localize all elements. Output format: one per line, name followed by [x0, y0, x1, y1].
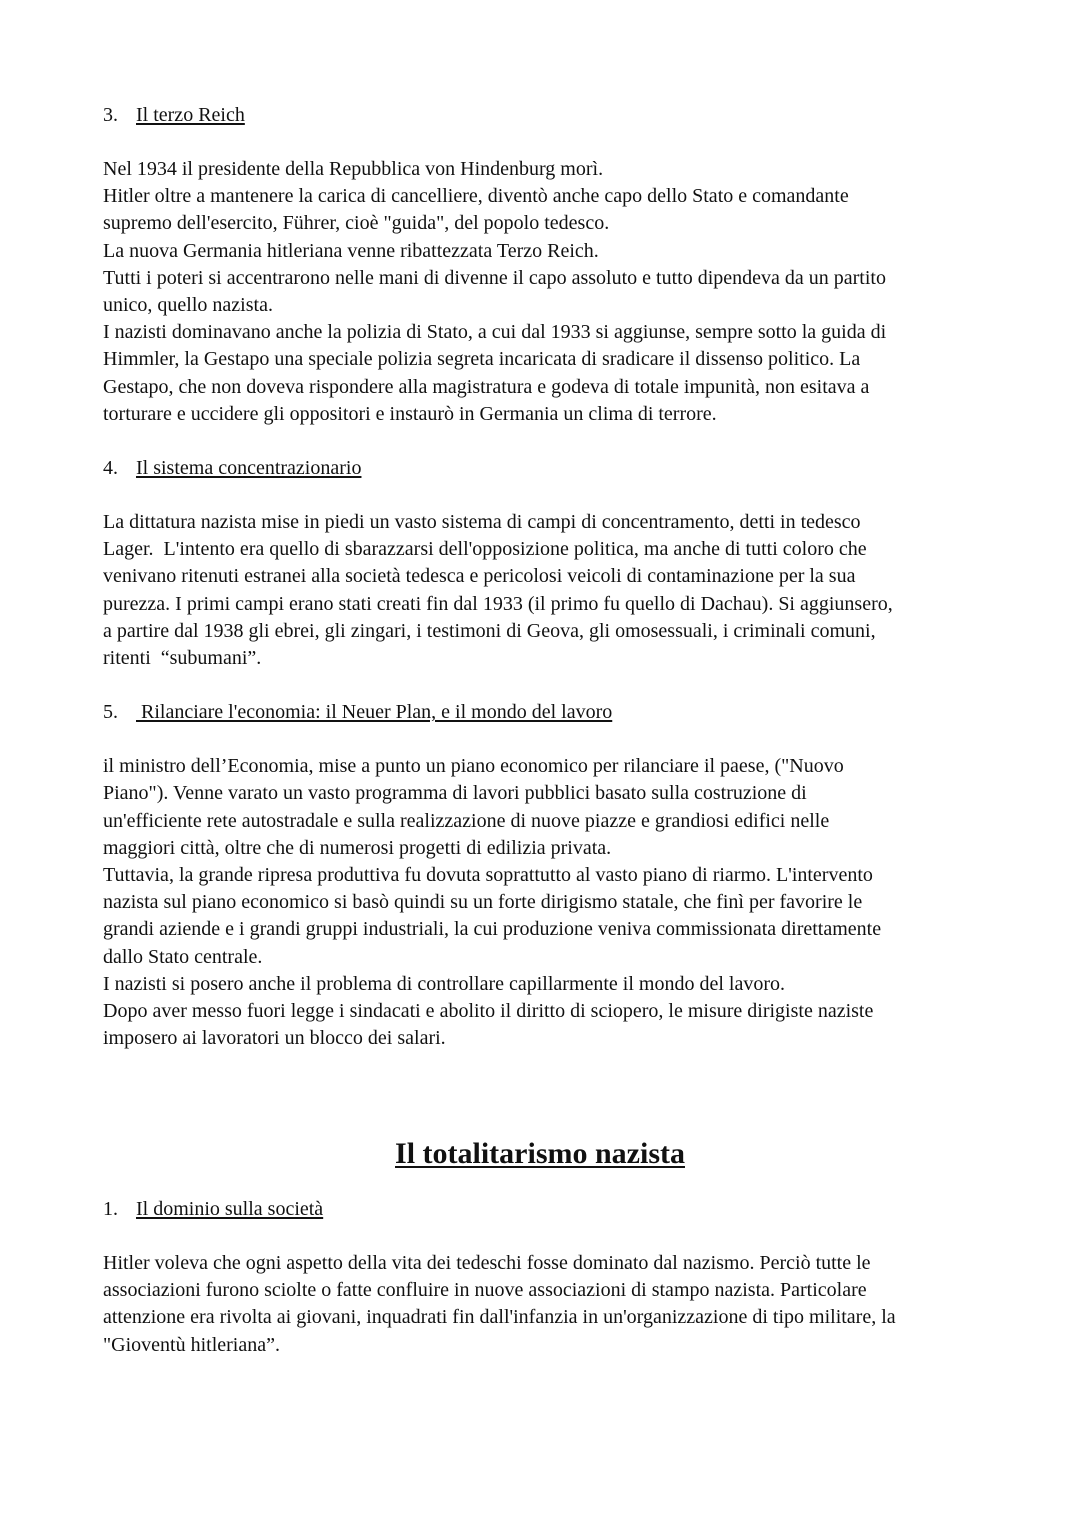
section-heading [103, 699, 983, 726]
chapter-title: Il totalitarismo nazista [395, 1137, 685, 1170]
text-line: torturare e uccidere gli oppositori e instaurò in Germania un clima di terrore. [103, 402, 717, 425]
text-line: associazioni furono sciolte o fatte confluire in nuove associazioni di stampo nazista. Particolare [103, 1279, 867, 1302]
text-line: La dittatura nazista mise in piedi un vasto sistema di campi di concentramento, detti in tedesco [103, 511, 861, 534]
text-line: imposero ai lavoratori un blocco dei salari. [103, 1027, 446, 1050]
text-line: venivano ritenuti estranei alla società tedesca e pericolosi veicoli di contaminazione per la sua [103, 565, 856, 588]
section-title: Il sistema concentrazionario [136, 457, 362, 480]
text-line: unico, quello nazista. [103, 294, 273, 317]
text-line: Piano"). Venne varato un vasto programma di lavori pubblici basato sulla costruzione di [103, 782, 807, 805]
section-body [103, 156, 983, 428]
text-line: Lager. L'intento era quello di sbarazzarsi dell'opposizione politica, ma anche di tutti coloro che [103, 538, 867, 561]
section-heading [103, 455, 983, 482]
text-line: nazista sul piano economico si basò quindi su un forte dirigismo statale, che finì per favorire le [103, 891, 863, 914]
section-neuer-plan [103, 699, 983, 1052]
text-line: Hitler voleva che ogni aspetto della vita dei tedeschi fosse dominato dal nazismo. Perciò tutte le [103, 1252, 871, 1274]
text-line: Himmler, la Gestapo una speciale polizia segreta incaricata di sradicare il dissenso politico. La [103, 348, 861, 371]
text-line: I nazisti si posero anche il problema di controllare capillarmente il mondo del lavoro. [103, 972, 786, 995]
text-line: il ministro dell’Economia, mise a punto un piano economico per rilanciare il paese, ("Nuovo [103, 755, 844, 778]
section-body [103, 509, 983, 672]
text-line: attenzione era rivolta ai giovani, inquadrati fin dall'infanzia in un'organizzazione di tipo militare, la [103, 1306, 896, 1329]
text-line: maggiori città, oltre che di numerosi progetti di edilizia privata. [103, 836, 612, 859]
section-number: 3. [103, 104, 118, 126]
text-line: Nel 1934 il presidente della Repubblica von Hindenburg morì. [103, 158, 604, 180]
document-page-part2 [103, 1196, 983, 1359]
text-line: ritenti “subumani”. [103, 647, 262, 670]
text-line: La nuova Germania hitleriana venne ribattezzata Terzo Reich. [103, 239, 599, 262]
section-number: 4. [103, 457, 118, 480]
section-heading [103, 1196, 983, 1223]
text-line: I nazisti dominavano anche la polizia di Stato, a cui dal 1933 si aggiunse, sempre sotto la guida di [103, 321, 887, 344]
text-line: purezza. I primi campi erano stati creati fin dal 1933 (il primo fu quello di Dachau). Si aggiunsero, [103, 592, 893, 615]
section-terzo-reich [103, 102, 983, 428]
text-line: a partire dal 1938 gli ebrei, gli zingari, i testimoni di Geova, gli omosessuali, i criminali comuni, [103, 619, 876, 642]
section-number: 5. [103, 701, 118, 724]
text-line: "Gioventù hitleriana”. [103, 1333, 280, 1356]
section-number: 1. [103, 1198, 118, 1220]
section-title: Rilanciare l'economia: il Neuer Plan, e il mondo del lavoro [136, 701, 613, 724]
section-body [103, 753, 983, 1052]
section-title: Il terzo Reich [136, 104, 245, 126]
document-page [103, 102, 983, 1052]
text-line: supremo dell'esercito, Führer, cioè "guida", del popolo tedesco. [103, 212, 610, 235]
section-body [103, 1250, 983, 1359]
text-line: Tuttavia, la grande ripresa produttiva fu dovuta soprattutto al vasto piano di riarmo. L'intervento [103, 864, 873, 887]
text-line: un'efficiente rete autostradale e sulla realizzazione di nuove piazze e grandiosi edifici nelle [103, 809, 830, 832]
section-heading [103, 102, 983, 129]
text-line: Dopo aver messo fuori legge i sindacati e abolito il diritto di sciopero, le misure dirigiste naziste [103, 1000, 874, 1023]
section-dominio-societa [103, 1196, 983, 1359]
section-title: Il dominio sulla società [136, 1198, 324, 1220]
section-sistema-concentrazionario [103, 455, 983, 672]
text-line: grandi aziende e i grandi gruppi industriali, la cui produzione veniva commissionata direttamente [103, 918, 882, 941]
text-line: dallo Stato centrale. [103, 945, 263, 968]
text-line: Gestapo, che non doveva rispondere alla magistratura e godeva di totale impunità, non esitava a [103, 375, 870, 398]
text-line: Hitler oltre a mantenere la carica di cancelliere, diventò anche capo dello Stato e comandante [103, 185, 849, 208]
text-line: Tutti i poteri si accentrarono nelle mani di divenne il capo assoluto e tutto dipendeva da un partito [103, 266, 886, 289]
